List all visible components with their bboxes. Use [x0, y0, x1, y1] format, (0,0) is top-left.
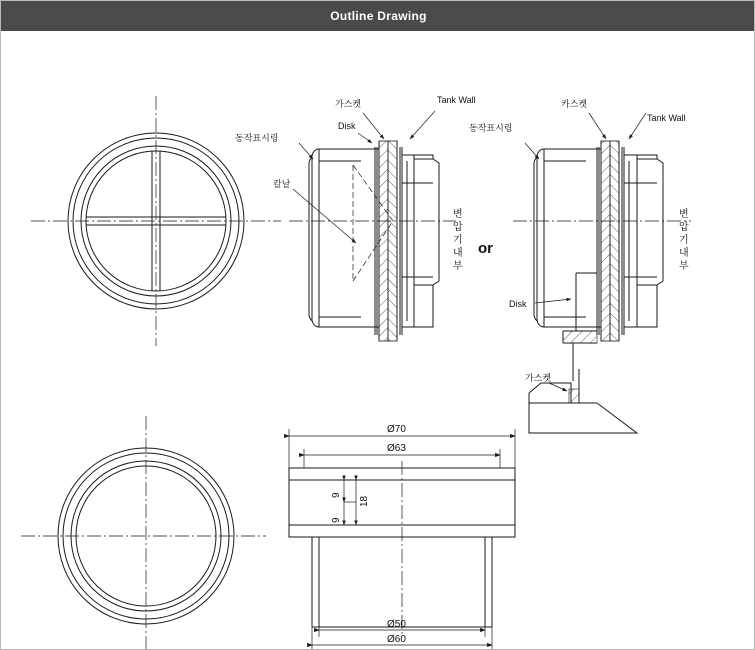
- dim-outer-top: Ø70: [387, 424, 406, 435]
- dim-inner-top: Ø63: [387, 443, 406, 454]
- section-view-left: [235, 95, 476, 341]
- technical-drawing: [1, 31, 754, 649]
- label-transformer-inside-left: 변 압 기 내 부: [453, 209, 463, 272]
- label-gasket-left: 가스켓: [335, 99, 362, 109]
- dim-height-18: 18: [359, 495, 370, 507]
- label-motion-indicator-left: 동작표시링: [235, 133, 279, 143]
- dim-bore-bottom: Ø50: [387, 619, 406, 630]
- label-transformer-inside-right: 변 압 기 내 부: [679, 209, 689, 272]
- label-or: or: [478, 240, 493, 257]
- gasket-detail-view: [525, 343, 637, 433]
- dim-height-9b: 9: [331, 517, 342, 523]
- label-blade-left: 칼날: [273, 179, 291, 189]
- label-tank-wall-right: Tank Wall: [647, 113, 686, 123]
- gasket-small-hatch-right: [563, 331, 597, 343]
- label-disk-left: Disk: [338, 121, 356, 131]
- label-gasket-right: 카스켓: [561, 99, 588, 109]
- dimensioned-section-view: [289, 424, 515, 649]
- dim-flange-bottom: Ø60: [387, 634, 406, 645]
- section-view-right: [469, 98, 691, 343]
- label-disk-right: Disk: [509, 299, 527, 309]
- drawing-canvas: [1, 31, 754, 649]
- label-gasket-detail: 가스켓: [525, 373, 552, 383]
- page-title: Outline Drawing: [1, 1, 755, 31]
- label-motion-indicator-right: 동작표시링: [469, 123, 513, 133]
- label-tank-wall-left: Tank Wall: [437, 95, 476, 105]
- front-view-bottom: [21, 416, 266, 649]
- dim-height-9a: 9: [331, 492, 342, 498]
